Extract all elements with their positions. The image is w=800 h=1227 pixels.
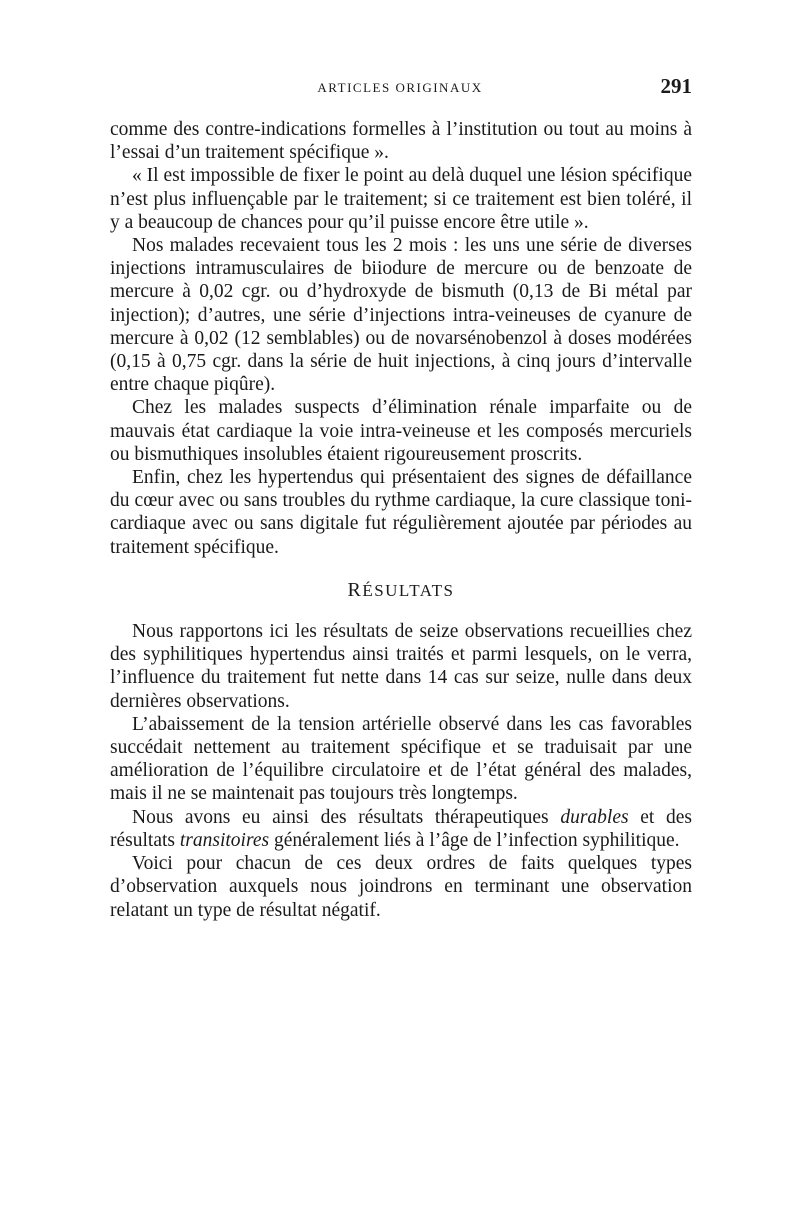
paragraph-contraindications: Chez les malades suspects d’élimination rénale imparfaite ou de mauvais état cardiaque la voie intra-veineuse et les composés mercuriels ou bismuthiques insolubles étaient rigoureusement proscrits. [110, 397, 692, 465]
text-run: Nous avons eu ainsi des résultats thérapeutiques [132, 806, 561, 828]
paragraph-observations: Nous rapportons ici les résultats de seize observations recueillies chez des syphilitiques hypertendus ainsi traités et parmi lesquels, on le verra, l’influence du traitement fut nette dans 14 cas sur seize, nulle dans deux dernières observations. [110, 621, 692, 712]
paragraph-hypertensives: Enfin, chez les hypertendus qui présentaient des signes de défaillance du cœur avec ou sans troubles du rythme cardiaque, la cure classique toni-cardiaque avec ou sans digitale fut régulièrement ajoutée par périodes au traitement spécifique. [110, 467, 692, 558]
body-text [110, 118, 692, 922]
emphasis-transitoires: transitoires [179, 829, 270, 851]
running-title: ARTICLES ORIGINAUX [317, 80, 483, 95]
section-heading-rest: ÉSULTATS [362, 580, 455, 600]
paragraph-continuation: comme des contre-indications formelles à l’institution ou tout au moins à l’essai d’un traitement spécifique ». [110, 119, 692, 164]
page-number: 291 [660, 74, 692, 98]
emphasis-durables: durables [560, 806, 629, 828]
paragraph-resultats-types [110, 806, 692, 852]
text-run: généralement liés à l’âge de l’infection syphilitique. [269, 829, 680, 851]
running-head [110, 74, 690, 104]
text-run: et des résultats [110, 806, 692, 851]
paragraph-conclusion: Voici pour chacun de ces deux ordres de faits quelques types d’observation auxquels nous joindrons en terminant une observation relatant un type de résultat négatif. [110, 853, 692, 921]
paragraph-quote: « Il est impossible de fixer le point au delà duquel une lésion spécifique n’est plus influençable par le traitement; si ce traitement est bien toléré, il y a beaucoup de chances pour qu’il puisse encore être utile ». [110, 165, 692, 233]
paragraph-treatment: Nos malades recevaient tous les 2 mois : les uns une série de diverses injections intramusculaires de biiodure de mercure ou de benzoate de mercure à 0,02 cgr. ou d’hydroxyde de bismuth (0,13 de Bi métal par injection); d’autres, une série d’injections intra-veineuses de cyanure de mercure à 0,02 (12 semblables) ou de novarsénobenzol à doses modérées (0,15 à 0,75 cgr. dans la série de huit injections, à cinq jours d’intervalle entre chaque piqûre). [110, 235, 692, 396]
section-heading-resultats [110, 579, 692, 602]
paragraph-abaissement: L’abaissement de la tension artérielle observé dans les cas favorables succédait nettement au traitement spécifique et se traduisait par une amélioration de l’équilibre circulatoire et de l’état général des malades, mais il ne se maintenait pas toujours très longtemps. [110, 713, 692, 805]
section-heading-initial: R [347, 578, 363, 601]
